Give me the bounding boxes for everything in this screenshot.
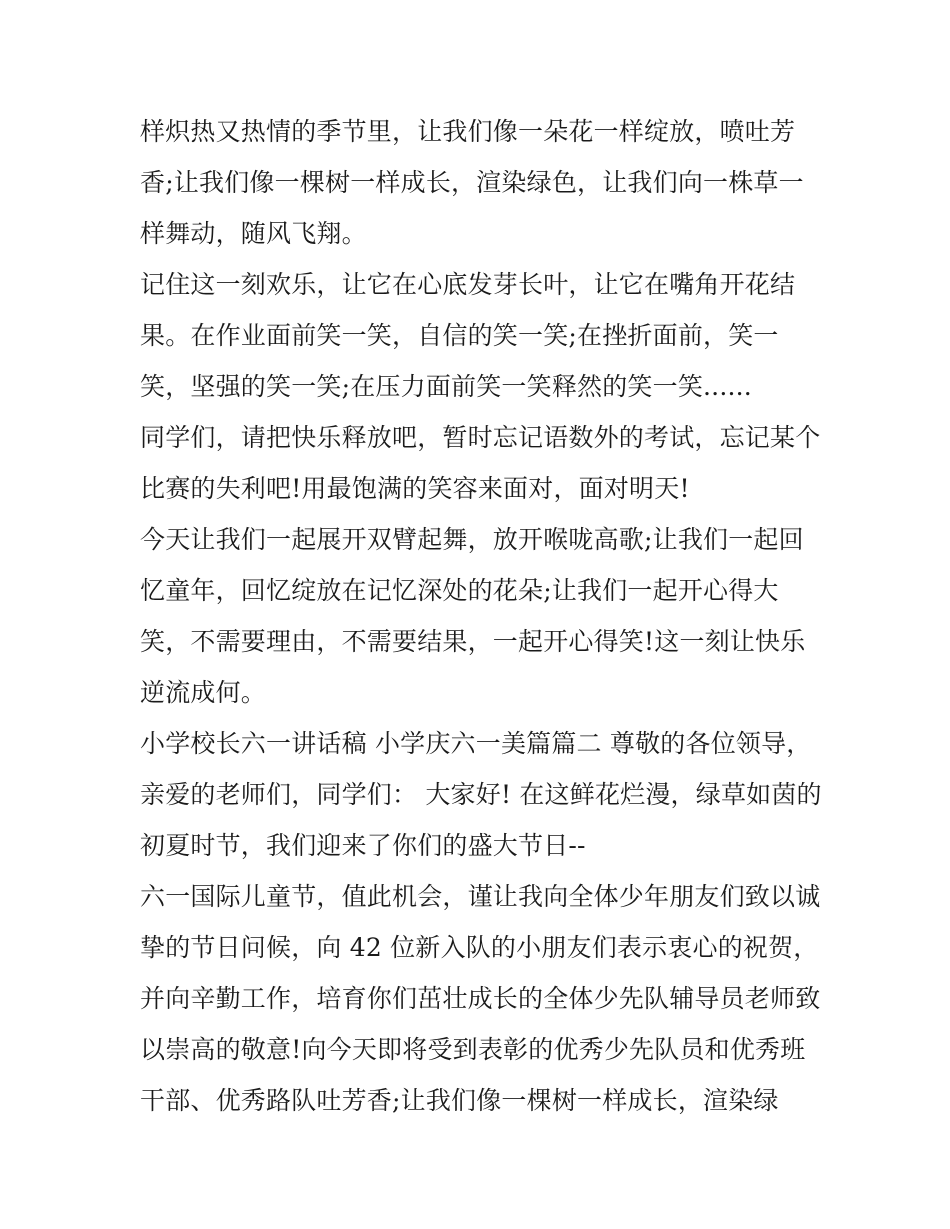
text-line: 笑，不需要理由，不需要结果，一起开心得笑!这一刻让快乐 [140, 627, 806, 656]
text-line: 并向辛勤工作，培育你们茁壮成长的全体少先队辅导员老师致 [140, 984, 821, 1013]
text-line: 以崇高的敬意!向今天即将受到表彰的优秀少先队员和优秀班 [140, 1035, 806, 1064]
text-line: 记住这一刻欢乐，让它在心底发芽长叶，让它在嘴角开花结 [140, 270, 796, 299]
text-line: 逆流成何。 [140, 678, 267, 707]
text-line: 样舞动，随风飞翔。 [140, 219, 367, 248]
text-line: 忆童年，回忆绽放在记忆深处的花朵;让我们一起开心得大 [140, 576, 779, 605]
text-line: 笑，坚强的笑一笑;在压力面前笑一笑释然的笑一笑...... [140, 372, 752, 401]
text-line: 今天让我们一起展开双臂起舞，放开喉咙高歌;让我们一起回 [140, 525, 804, 554]
text-line: 同学们，请把快乐释放吧，暂时忘记语数外的考试，忘记某个 [140, 423, 821, 452]
text-line: 香;让我们像一棵树一样成长，渲染绿色，让我们向一株草一 [140, 168, 804, 197]
text-line: 亲爱的老师们，同学们： 大家好! 在这鲜花烂漫，绿草如茵的 [140, 780, 822, 809]
text-line: 干部、优秀路队吐芳香;让我们像一棵树一样成长，渲染绿 [140, 1086, 779, 1115]
text-line: 挚的节日问候，向 42 位新入队的小朋友们表示衷心的祝贺， [140, 933, 819, 962]
text-line: 果。在作业面前笑一笑，自信的笑一笑;在挫折面前，笑一 [140, 321, 779, 350]
text-line: 六一国际儿童节，值此机会，谨让我向全体少年朋友们致以诚 [140, 882, 821, 911]
text-line: 小学校长六一讲话稿 小学庆六一美篇篇二 尊敬的各位领导， [140, 729, 812, 758]
text-line: 初夏时节，我们迎来了你们的盛大节日-- [140, 831, 586, 860]
document-body [140, 106, 830, 1126]
text-line: 样炽热又热情的季节里，让我们像一朵花一样绽放，喷吐芳 [140, 117, 796, 146]
text-line: 比赛的失利吧!用最饱满的笑容来面对，面对明天! [140, 474, 690, 503]
